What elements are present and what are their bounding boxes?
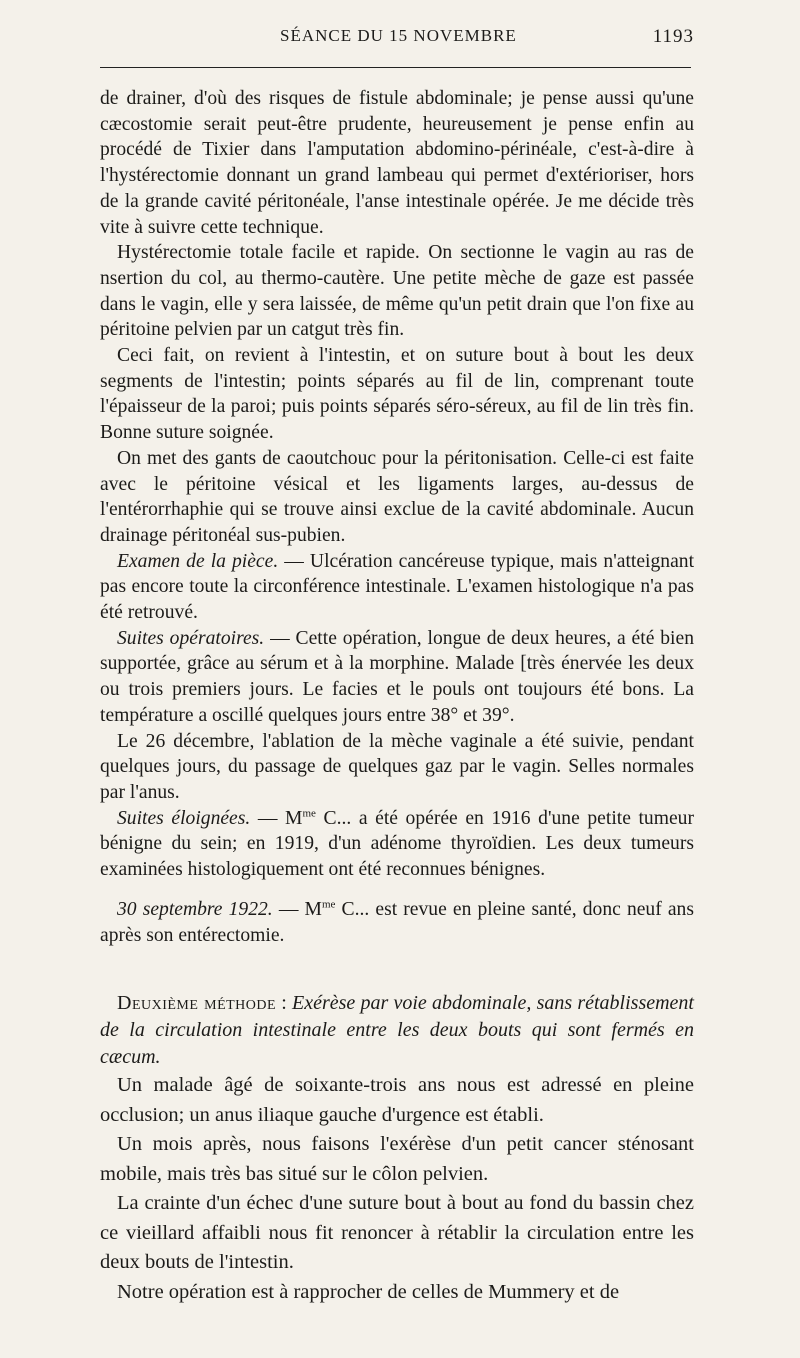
examen-piece-label: Examen de la pièce. [117, 550, 279, 572]
paragraph-mummery: Notre opération est à rapprocher de celles de Mummery et de [117, 1280, 620, 1303]
body-text [100, 86, 694, 1307]
paragraph-follow-up [100, 897, 694, 948]
method-sep: : [276, 992, 292, 1015]
paragraph-drainage: de drainer, d'où des risques de fistule abdominale; je pense aussi qu'une cæcostomie serait peut-être prudente, heureusement je pense enfin au procédé de Tixier dans l'amputation abdomino-périnéale, c'est-à-dire à l'hystérectomie donnant un grand lambeau qui permet d'extérioriser, hors de la grande cavité péritonéale, l'anse intestinale opérée. Je me décide très vite à suivre cette technique. [100, 88, 694, 238]
spacer [100, 883, 694, 897]
spacer [100, 948, 694, 990]
paragraph-peritonisation: On met des gants de caoutchouc pour la péritonisation. Celle-ci est faite avec le péritoine vésical et les ligaments larges, au-dessus de l'entérorrhaphie qui se trouve ainsi exclue de la cavité abdominale. Aucun drainage péritonéal sus-pubien. [100, 447, 694, 546]
follow-up-date: 30 septembre 1922. [117, 898, 273, 920]
paragraph-hysterectomy: Hystérectomie totale facile et rapide. On sectionne le vagin au ras de nsertion du col, au thermo-cautère. Une petite mèche de gaze est passée dans le vagin, elle y sera laissée, de même qu'un petit drain que l'on fixe au péritoine pelvien par un catgut très fin. [100, 242, 694, 341]
page-number: 1193 [652, 26, 694, 47]
paragraph-crainte: La crainte d'un échec d'une suture bout à bout au fond du bassin chez ce vieillard affaibli nous fit renoncer à rétablir la circulation entre les deux bouts de l'intestin. [100, 1192, 694, 1274]
running-title: SÉANCE DU 15 NOVEMBRE [280, 26, 517, 45]
follow-up-dash: — M [272, 898, 322, 920]
paragraph-exerese: Un mois après, nous faisons l'exérèse d'un petit cancer sténosant mobile, mais très bas situé sur le côlon pelvien. [100, 1133, 694, 1185]
paragraph-suites-operatoires [100, 626, 694, 729]
paragraph-suture: Ceci fait, on revient à l'intestin, et on suture bout à bout les deux segments de l'intestin; points séparés au fil de lin, comprenant toute l'épaisseur de la paroi; puis points séparés séro-séreux, au fil de lin très fin. Bonne suture soignée. [100, 345, 694, 444]
method-label: Deuxième méthode [117, 992, 277, 1015]
suites-eloignees-sup: me [302, 807, 316, 820]
suites-eloignees-text: C... a été opérée en 1916 d'une petite tumeur bénigne du sein; en 1919, d'un adénome thyroïdien. Les deux tumeurs examinées histologiquement ont été reconnues bénignes. [100, 807, 694, 881]
paragraph-suites-eloignees [100, 806, 694, 883]
paragraph-examen-piece [100, 549, 694, 626]
follow-up-sup: me [321, 898, 336, 911]
suites-operatoires-text: — Cette opération, longue de deux heures, a été bien supportée, grâce au sérum et à la morphine. Malade [très énervée les deux ou trois premiers jours. Le facies et le pouls ont toujours été bons. La température a oscillé quelques jours entre 38° et 39°. [100, 627, 694, 726]
follow-up-text: C... est revue en pleine santé, donc neuf ans après son entérectomie. [100, 898, 694, 946]
section-deuxieme-methode [100, 990, 694, 1307]
paragraph-malade: Un malade âgé de soixante-trois ans nous est adressé en pleine occlusion; un anus iliaque gauche d'urgence est établi. [100, 1074, 694, 1126]
paragraph-meche-vaginale: Le 26 décembre, l'ablation de la mèche vaginale a été suivie, pendant quelques jours, du passage de quelques gaz par le vagin. Selles normales par l'anus. [100, 730, 694, 803]
page-header [100, 22, 694, 52]
suites-eloignees-dash: — M [250, 807, 303, 829]
header-rule [100, 67, 691, 68]
examen-piece-text: — Ulcération cancéreuse typique, mais n'atteignant pas encore toute la circonférence intestinale. L'examen histologique n'a pas été retrouvé. [100, 550, 695, 624]
suites-operatoires-label: Suites opératoires. [117, 627, 265, 649]
method-heading [100, 990, 694, 1071]
suites-eloignees-label: Suites éloignées. [117, 807, 251, 829]
method-title: Exérèse par voie abdominale, sans rétablissement de la circulation intestinale entre les deux bouts qui sont fermés en cæcum. [100, 992, 694, 1069]
